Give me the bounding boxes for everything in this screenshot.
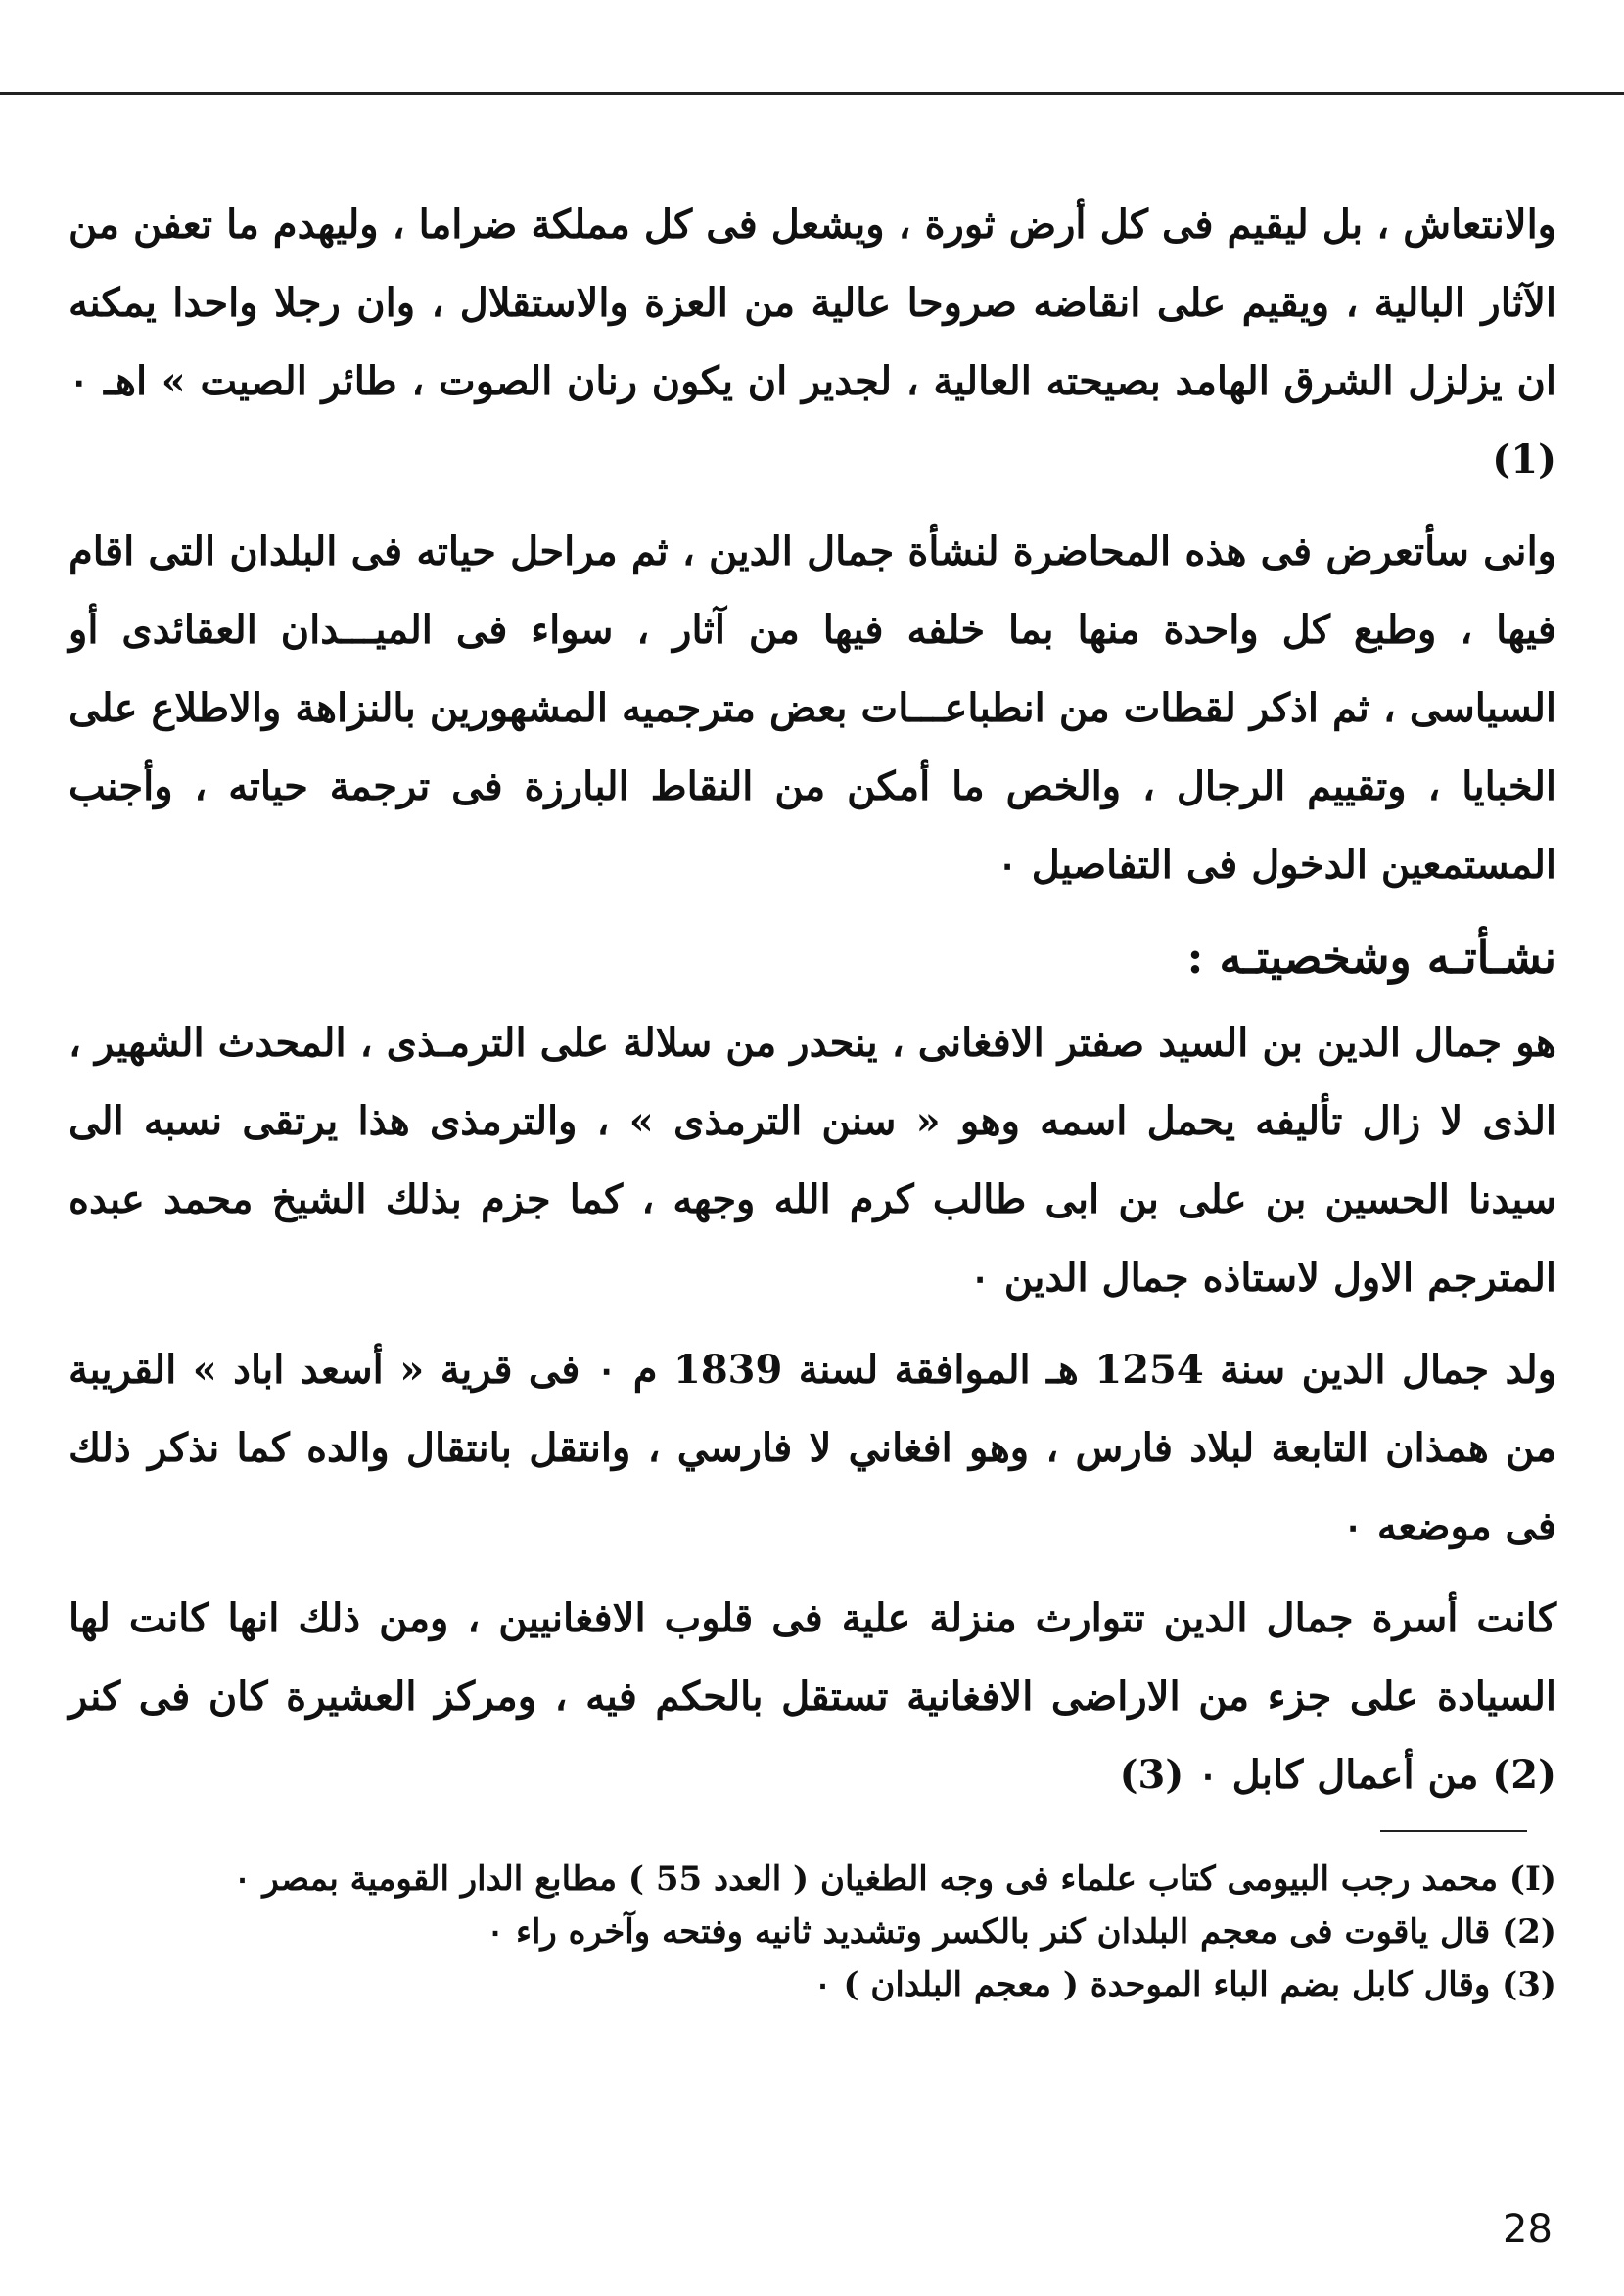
- footnote-2: (2) قال ياقوت فى معجم البلدان كنر بالكسر وتشديد ثانيه وفتحه وآخره راء ٠: [486, 1912, 1556, 1952]
- footnotes: [69, 1855, 1556, 2013]
- page-number: 28: [1503, 2207, 1553, 2252]
- top-divider-line: [0, 92, 1624, 95]
- paragraph-3: هو جمال الدين بن السيد صفتر الافغانى ، ينحدر من سلالة على الترمـذى ، المحدث الشهير ، الذى لا زال تأليفه يحمل اسمه وهو « سنن الترمذى » ، والترمذى هذا يرتقى نسبه الى سيدنا الحسين بن على بن ابى طالب كرم الله وجهه ، كما جزم بذلك الشيخ محمد عبده المترجم الاول لاستاذه جمال الدين ٠: [69, 1020, 1556, 1301]
- paragraph-5: كانت أسرة جمال الدين تتوارث منزلة علية فى قلوب الافغانيين ، ومن ذلك انها كانت لها السيادة على جزء من الاراضى الافغانية تستقل بالحكم فيه ، ومركز العشيرة كان فى كنر (2) من أعمال كابل ٠ (3): [69, 1595, 1557, 1798]
- paragraph-4: ولد جمال الدين سنة 1254 هـ الموافقة لسنة 1839 م ٠ فى قرية « أسعد اباد » القريبة من همذان التابعة لبلاد فارس ، وهو افغاني لا فارسي ، وانتقل بانتقال والده كما نذكر ذلك فى موضعه ٠: [69, 1347, 1557, 1549]
- footnote-1: (I) محمد رجب البيومى كتاب علماء فى وجه الطغيان ( العدد 55 ) مطابع الدار القومية بمصر ٠: [233, 1860, 1556, 1899]
- page-body: [69, 186, 1556, 1828]
- footnote-divider: [1380, 1830, 1527, 1832]
- paragraph-1: والانتعاش ، بل ليقيم فى كل أرض ثورة ، ويشعل فى كل مملكة ضراما ، وليهدم ما تعفن من الآثار البالية ، ويقيم على انقاضه صروحا عالية من العزة والاستقلال ، وان رجلا واحدا يمكنه ان يزلزل الشرق الهامد بصيحته العالية ، لجدير ان يكون رنان الصوت ، طائر الصيت » اهـ ٠ (1): [69, 202, 1556, 482]
- footnote-3: (3) وقال كابل بضم الباء الموحدة ( معجم البلدان ) ٠: [813, 1965, 1556, 2004]
- paragraph-2: وانى سأتعرض فى هذه المحاضرة لنشأة جمال الدين ، ثم مراحل حياته فى البلدان التى اقام فيها ، وطبع كل واحدة منها بما خلفه فيها من آثار ، سواء فى الميـــدان العقائدى أو السياسى ، ثم اذكر لقطات من انطباعـــات بعض مترجميه المشهورين بالنزاهة والاطلاع على الخبايا ، وتقييم الرجال ، والخص ما أمكن من النقاط البارزة فى ترجمة حياته ، وأجنب المستمعين الدخول فى التفاصيل ٠: [69, 528, 1556, 888]
- section-heading: نشـأتـه وشخصيتـه :: [1186, 931, 1556, 984]
